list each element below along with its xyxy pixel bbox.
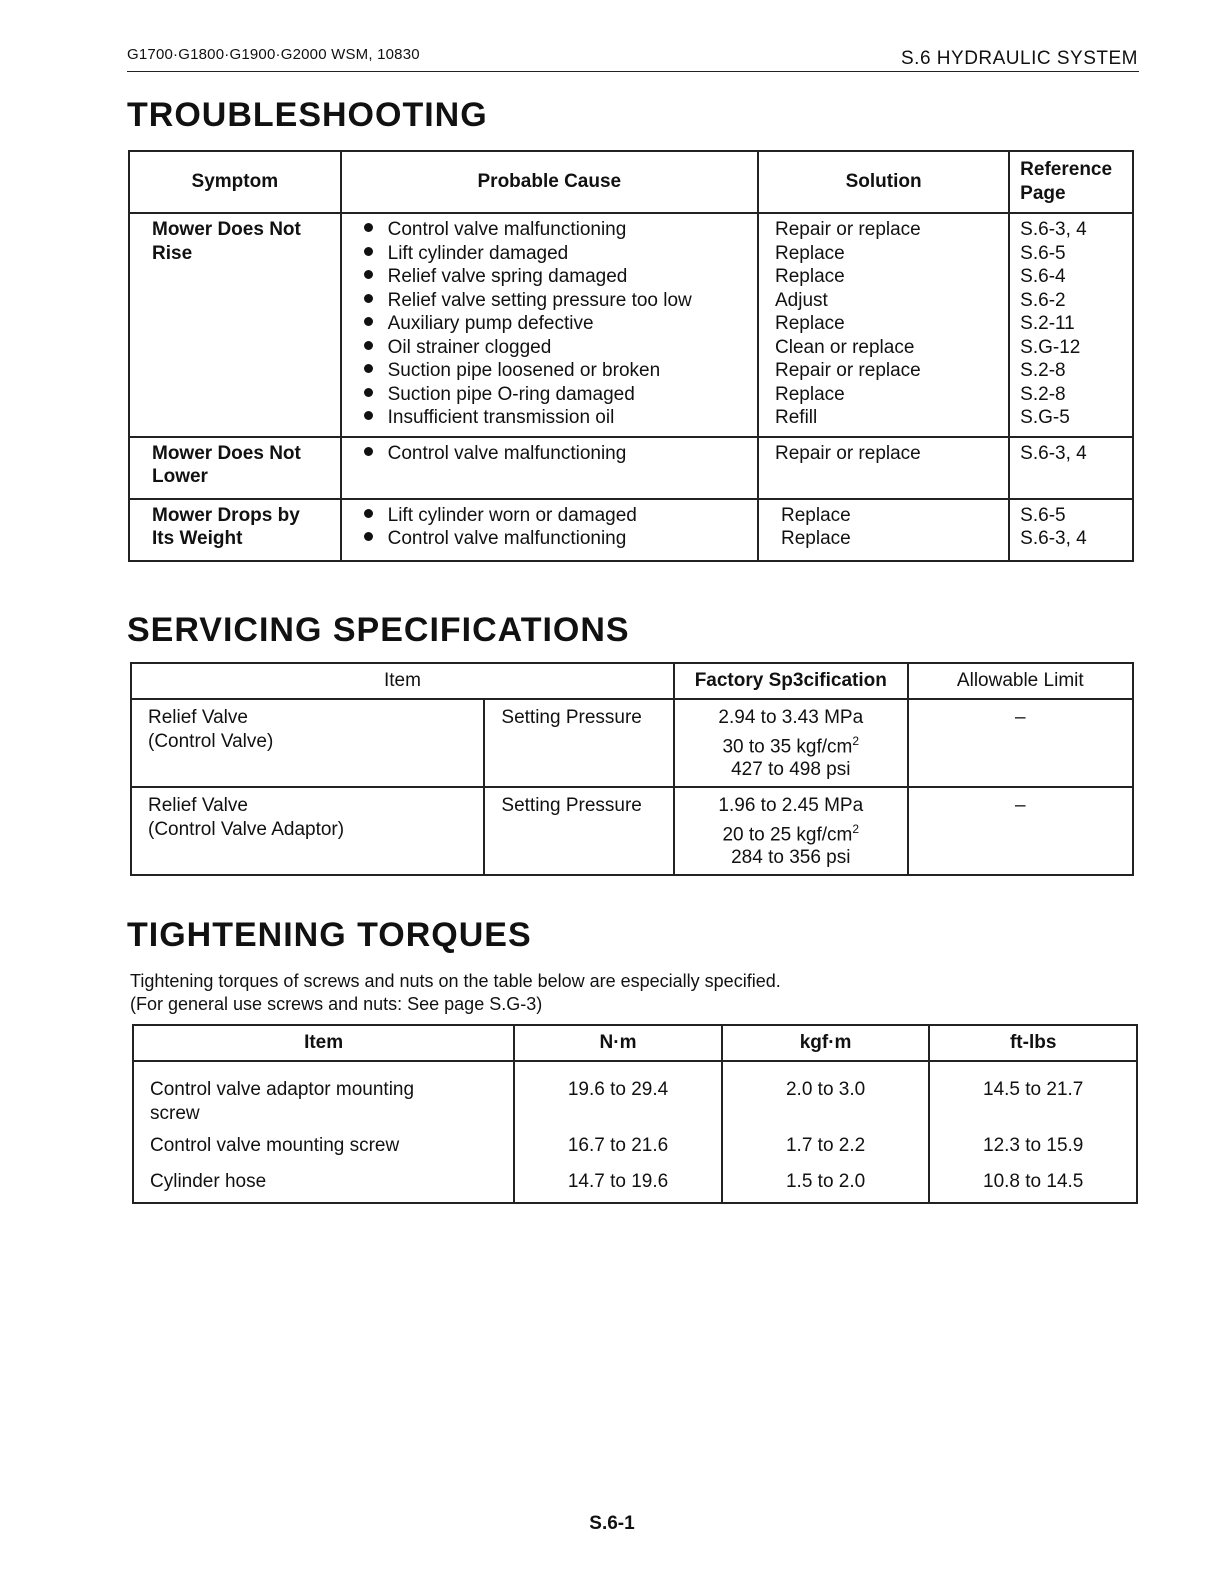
torque-item-1-line-2: screw bbox=[150, 1103, 200, 1124]
symptom-cell bbox=[129, 499, 341, 561]
troubleshooting-table bbox=[128, 150, 1134, 562]
solution-item: Replace bbox=[775, 242, 845, 264]
spec-condition-cell: Setting Pressure bbox=[484, 787, 674, 875]
reference-item: S.2-8 bbox=[1020, 360, 1066, 381]
col-solution: Solution bbox=[758, 151, 1009, 213]
header-section-title: S.6 HYDRAULIC SYSTEM bbox=[901, 48, 1138, 69]
solution-item: Replace bbox=[781, 528, 851, 549]
torque-item-2: Control valve mounting screw bbox=[150, 1135, 400, 1156]
bullet-icon bbox=[364, 509, 373, 518]
torque-item-3: Cylinder hose bbox=[150, 1171, 267, 1192]
cause-text: Insufficient transmission oil bbox=[387, 407, 615, 428]
spec-item-line: (Control Valve) bbox=[148, 730, 274, 752]
cause-text: Oil strainer clogged bbox=[387, 336, 552, 358]
torque-ftlbs-2: 12.3 to 15.9 bbox=[983, 1135, 1084, 1156]
col-symptom: Symptom bbox=[129, 151, 341, 213]
spec-factory-line bbox=[675, 730, 907, 759]
reference-item: S.6-5 bbox=[1020, 242, 1066, 264]
cause-text: Control valve malfunctioning bbox=[387, 442, 627, 464]
col-probable-cause: Probable Cause bbox=[341, 151, 758, 213]
superscript: 2 bbox=[852, 733, 860, 748]
col-factory-specification: Factory Sp3cification bbox=[674, 663, 908, 699]
reference-item: S.2-8 bbox=[1020, 383, 1066, 405]
cause-item bbox=[364, 289, 757, 313]
cause-text: Relief valve setting pressure too low bbox=[387, 289, 692, 311]
spec-item-cell bbox=[131, 787, 484, 875]
cause-text: Auxiliary pump defective bbox=[387, 313, 594, 334]
page-number: S.6-1 bbox=[589, 1513, 635, 1534]
solution-item: Repair or replace bbox=[775, 442, 921, 464]
bullet-icon bbox=[364, 317, 373, 326]
tightening-torques-table bbox=[132, 1024, 1138, 1204]
bullet-icon bbox=[364, 388, 373, 397]
spec-factory-value: 284 to 356 psi bbox=[731, 847, 851, 869]
torques-header-row bbox=[133, 1025, 1137, 1061]
troubleshooting-header-row bbox=[129, 151, 1133, 213]
cause-item bbox=[364, 312, 757, 336]
col-item: Item bbox=[133, 1025, 514, 1061]
spec-factory-value: 30 to 35 kgf/cm bbox=[722, 735, 853, 757]
symptom-line: Mower Does Not bbox=[152, 442, 301, 464]
spec-item-cell bbox=[131, 699, 484, 787]
torques-intro-line-2: (For general use screws and nuts: See page S.G-3) bbox=[130, 994, 543, 1014]
spec-factory-line bbox=[675, 706, 907, 730]
spec-factory-cell bbox=[674, 699, 908, 787]
specs-row bbox=[131, 787, 1133, 875]
troubleshooting-title: TROUBLESHOOTING bbox=[127, 96, 488, 134]
solution-item: Adjust bbox=[775, 289, 828, 311]
col-allowable-limit: Allowable Limit bbox=[908, 663, 1133, 699]
bullet-icon bbox=[364, 411, 373, 420]
reference-item: S.6-2 bbox=[1020, 289, 1066, 311]
reference-cell bbox=[1009, 499, 1133, 561]
spec-item-line: (Control Valve Adaptor) bbox=[148, 818, 345, 840]
cause-text: Control valve malfunctioning bbox=[387, 528, 627, 549]
torque-kgfm-3: 1.5 to 2.0 bbox=[785, 1171, 866, 1192]
cause-item bbox=[364, 336, 757, 360]
cause-item bbox=[364, 527, 757, 551]
servicing-specifications-title: SERVICING SPECIFICATIONS bbox=[127, 611, 630, 649]
torque-nm-cell bbox=[514, 1061, 722, 1203]
cause-text: Control valve malfunctioning bbox=[387, 219, 627, 240]
torques-body-row bbox=[133, 1061, 1137, 1203]
bullet-icon bbox=[364, 532, 373, 541]
cause-item bbox=[364, 218, 757, 242]
solution-cell bbox=[758, 213, 1009, 437]
header-rule bbox=[127, 71, 1139, 72]
reference-item: S.6-3, 4 bbox=[1020, 219, 1087, 240]
cause-item bbox=[364, 359, 757, 383]
symptom-line: Its Weight bbox=[152, 528, 243, 549]
solution-item: Clean or replace bbox=[775, 336, 915, 358]
solution-item: Refill bbox=[775, 407, 818, 428]
superscript: 2 bbox=[852, 821, 860, 836]
reference-item: S.G-5 bbox=[1020, 407, 1070, 428]
spec-item-line: Relief Valve bbox=[148, 795, 248, 816]
solution-cell bbox=[758, 499, 1009, 561]
cause-item bbox=[364, 383, 757, 407]
reference-item: S.6-4 bbox=[1020, 266, 1066, 287]
specs-row bbox=[131, 699, 1133, 787]
col-ftlbs: ft-lbs bbox=[929, 1025, 1137, 1061]
torque-ftlbs-cell bbox=[929, 1061, 1137, 1203]
reference-item: S.6-3, 4 bbox=[1020, 442, 1087, 464]
spec-limit-cell: – bbox=[908, 787, 1133, 875]
spec-factory-value: 2.94 to 3.43 MPa bbox=[718, 707, 864, 728]
cause-item bbox=[364, 406, 757, 430]
spec-condition-cell: Setting Pressure bbox=[484, 699, 674, 787]
spec-factory-value: 427 to 498 psi bbox=[731, 759, 851, 781]
col-item: Item bbox=[131, 663, 674, 699]
spec-factory-line bbox=[675, 818, 907, 847]
torque-nm-2: 16.7 to 21.6 bbox=[567, 1135, 669, 1156]
solution-item: Replace bbox=[775, 266, 845, 287]
col-reference-page: Reference Page bbox=[1009, 151, 1133, 213]
servicing-specifications-table bbox=[130, 662, 1134, 876]
cause-item bbox=[364, 442, 757, 466]
symptom-line: Mower Does Not bbox=[152, 219, 301, 240]
bullet-icon bbox=[364, 294, 373, 303]
spec-factory-value: 1.96 to 2.45 MPa bbox=[718, 795, 864, 816]
symptom-line: Mower Drops by bbox=[152, 504, 300, 526]
cause-item bbox=[364, 242, 757, 266]
bullet-icon bbox=[364, 223, 373, 232]
torque-kgfm-1: 2.0 to 3.0 bbox=[785, 1079, 866, 1100]
bullet-icon bbox=[364, 341, 373, 350]
spec-factory-line bbox=[675, 846, 907, 870]
reference-cell bbox=[1009, 437, 1133, 499]
cause-cell bbox=[341, 499, 758, 561]
solution-item: Repair or replace bbox=[775, 360, 921, 381]
bullet-icon bbox=[364, 247, 373, 256]
tightening-torques-title: TIGHTENING TORQUES bbox=[127, 916, 532, 954]
specs-header-row bbox=[131, 663, 1133, 699]
cause-item bbox=[364, 265, 757, 289]
symptom-line: Rise bbox=[152, 242, 193, 264]
torque-nm-3: 14.7 to 19.6 bbox=[567, 1171, 669, 1192]
solution-cell bbox=[758, 437, 1009, 499]
bullet-icon bbox=[364, 447, 373, 456]
torque-nm-1: 19.6 to 29.4 bbox=[567, 1079, 669, 1100]
cause-text: Suction pipe loosened or broken bbox=[387, 360, 661, 381]
reference-item: S.G-12 bbox=[1020, 336, 1081, 358]
torque-ftlbs-1: 14.5 to 21.7 bbox=[983, 1079, 1084, 1100]
troubleshooting-row bbox=[129, 437, 1133, 499]
cause-text: Suction pipe O-ring damaged bbox=[387, 383, 635, 405]
symptom-line: Lower bbox=[152, 466, 208, 487]
torque-kgfm-2: 1.7 to 2.2 bbox=[785, 1135, 866, 1156]
spec-factory-line bbox=[675, 758, 907, 782]
solution-item: Replace bbox=[775, 383, 845, 405]
torque-kgfm-cell bbox=[722, 1061, 930, 1203]
col-nm: N·m bbox=[514, 1025, 722, 1061]
reference-cell bbox=[1009, 213, 1133, 437]
solution-item: Replace bbox=[775, 313, 845, 334]
cause-text: Lift cylinder worn or damaged bbox=[387, 504, 637, 526]
symptom-cell bbox=[129, 437, 341, 499]
torque-ftlbs-3: 10.8 to 14.5 bbox=[983, 1171, 1084, 1192]
col-kgfm: kgf·m bbox=[722, 1025, 930, 1061]
spec-item-line: Relief Valve bbox=[148, 707, 248, 728]
spec-factory-line bbox=[675, 794, 907, 818]
bullet-icon bbox=[364, 364, 373, 373]
spec-factory-value: 20 to 25 kgf/cm bbox=[722, 823, 853, 845]
troubleshooting-row bbox=[129, 213, 1133, 437]
solution-item: Replace bbox=[781, 504, 851, 526]
spec-limit-cell: – bbox=[908, 699, 1133, 787]
cause-item bbox=[364, 504, 757, 528]
bullet-icon bbox=[364, 270, 373, 279]
solution-item: Repair or replace bbox=[775, 219, 921, 240]
troubleshooting-row bbox=[129, 499, 1133, 561]
torque-items-cell bbox=[133, 1061, 514, 1203]
cause-text: Lift cylinder damaged bbox=[387, 242, 569, 264]
cause-text: Relief valve spring damaged bbox=[387, 266, 628, 287]
header-model-info: G1700·G1800·G1900·G2000 WSM, 10830 bbox=[127, 46, 420, 63]
torques-intro-line-1: Tightening torques of screws and nuts on the table below are especially specified. bbox=[130, 971, 781, 991]
reference-item: S.6-5 bbox=[1020, 504, 1066, 526]
reference-item: S.2-11 bbox=[1020, 313, 1075, 334]
reference-item: S.6-3, 4 bbox=[1020, 528, 1087, 549]
torque-item-1-line-1: Control valve adaptor mounting bbox=[150, 1079, 415, 1100]
symptom-cell bbox=[129, 213, 341, 437]
cause-cell bbox=[341, 213, 758, 437]
spec-factory-cell bbox=[674, 787, 908, 875]
cause-cell bbox=[341, 437, 758, 499]
